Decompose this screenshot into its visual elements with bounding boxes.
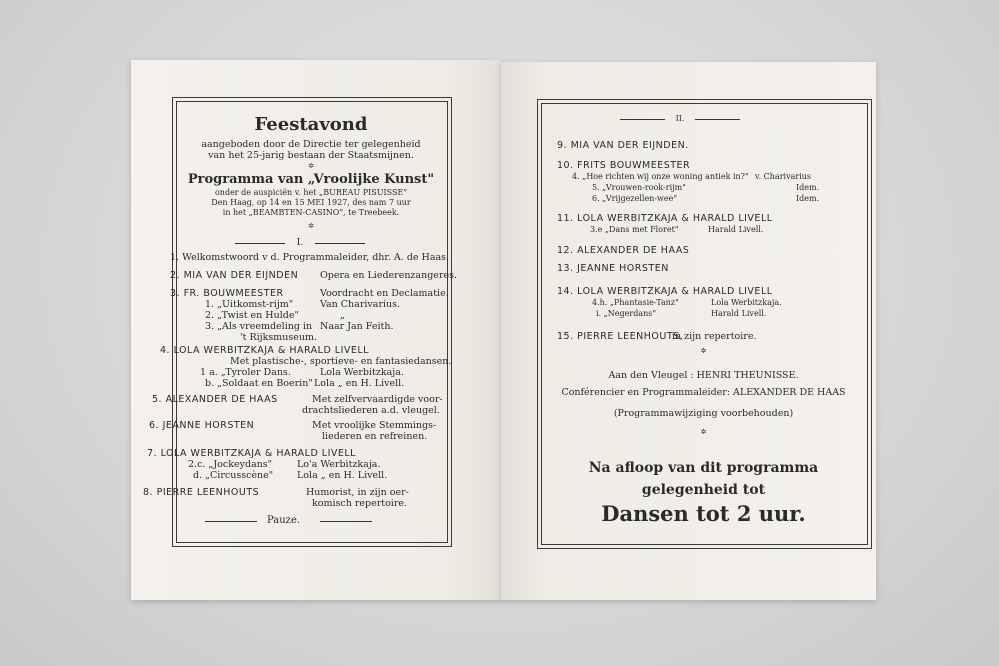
ornament-icon: ✲ — [308, 162, 314, 170]
list-item: drachtsliederen a.d. vleugel. — [302, 405, 440, 416]
list-item: 3. „Als vreemdeling in — [205, 321, 313, 332]
list-item: 1 a. „Tyroler Dans. — [200, 367, 291, 378]
program-change-note: (Programmawijziging voorbehouden) — [613, 408, 794, 419]
conferencier-line: Conférencier en Programmaleider: ALEXANDER DE HAAS — [561, 387, 846, 398]
afterword-line-2: gelegenheid tot — [641, 482, 766, 498]
list-item-desc: Harald Livell. — [711, 309, 767, 318]
list-item: d. „Circusscène" — [193, 470, 274, 481]
divider — [695, 119, 740, 120]
list-item: b. „Soldaat en Boerin" — [205, 378, 313, 389]
list-item: 1. „Uitkomst-rijm" — [205, 299, 294, 310]
list-item: 2. „Twist en Hulde" — [205, 310, 299, 321]
section-label: II. — [675, 114, 685, 123]
list-item: 12. ALEXANDER DE HAAS — [557, 245, 690, 256]
ornament-icon: ✲ — [308, 222, 314, 230]
programma-title: Programma van „Vroolijke Kunst" — [187, 172, 435, 187]
list-item: 5. ALEXANDER DE HAAS — [152, 394, 278, 405]
list-item: 2. MIA VAN DER EIJNDEN — [170, 270, 299, 281]
list-item: Met plastische-, sportieve- en fantasiedansen. — [230, 356, 452, 367]
list-item-desc: Voordracht en Declamatie. — [320, 288, 449, 299]
vleugel-line: Aan den Vleugel : HENRI THEUNISSE. — [608, 370, 799, 381]
list-item: 4. LOLA WERBITZKAJA & HARALD LIVELL — [160, 345, 369, 356]
auspices-line-2: Den Haag, op 14 en 15 MEI 1927, des nam 7 uur — [211, 198, 411, 207]
list-item: 4.h. „Phantasie-Tanz" — [592, 298, 679, 307]
list-item-desc: Lo'a Werbitzkaja. — [297, 459, 381, 470]
list-item-desc: Van Charivarius. — [320, 299, 401, 310]
list-item: 15. PIERRE LEENHOUTS, — [557, 331, 684, 342]
list-item: 3.e „Dans met Floret" — [590, 225, 679, 234]
divider — [235, 243, 285, 244]
divider — [320, 521, 372, 522]
list-item: liederen en refreinen. — [322, 431, 428, 442]
list-item: i. „Negerdans" — [596, 309, 657, 318]
list-item: 13. JEANNE HORSTEN — [557, 263, 669, 274]
list-item-desc: Lola Werbitzkaja. — [711, 298, 782, 307]
list-item-desc: „ — [340, 310, 345, 321]
list-item-desc: Lola Werbitzkaja. — [320, 367, 404, 378]
subtitle-line-1: aangeboden door de Directie ter gelegenheid — [201, 139, 421, 150]
list-item-desc: Opera en Liederenzangeres. — [320, 270, 457, 281]
divider — [315, 243, 365, 244]
pauze-label: Pauze. — [267, 515, 301, 526]
list-item-desc: Idem. — [796, 183, 820, 192]
list-item: 2.c. „Jockeydans" — [188, 459, 273, 470]
section-label: I. — [296, 237, 304, 248]
auspices-line-1: onder de auspiciën v. het „BUREAU PISUISSE" — [214, 188, 408, 197]
ornament-icon: ✲ — [700, 428, 707, 436]
divider — [620, 119, 665, 120]
list-item: 14. LOLA WERBITZKAJA & HARALD LIVELL — [557, 286, 773, 297]
list-item-desc: in zijn repertoire. — [672, 331, 757, 342]
list-item-desc: Idem. — [796, 194, 820, 203]
subtitle-line-2: van het 25-jarig bestaan der Staatsmijnen. — [208, 150, 414, 161]
list-item: 11. LOLA WERBITZKAJA & HARALD LIVELL — [557, 213, 773, 224]
divider — [205, 521, 257, 522]
list-item-desc: Humorist, in zijn oer- — [306, 487, 409, 498]
afterword-line-1: Na afloop van dit programma — [588, 460, 819, 476]
list-item-desc: Met zelfvervaardigde voor- — [312, 394, 443, 405]
list-item: 1. Welkomstwoord v d. Programmaleider, dhr. A. de Haas. — [170, 252, 450, 263]
list-item-desc: Lola „ en H. Livell. — [314, 378, 405, 389]
list-item-desc: Lola „ en H. Livell. — [297, 470, 388, 481]
dansen-headline: Dansen tot 2 uur. — [601, 501, 806, 526]
list-item: 5. „Vrouwen-rook-rijm" — [592, 183, 686, 192]
auspices-line-3: in het „BEAMBTEN-CASINO", te Treebeek. — [222, 208, 400, 217]
list-item-desc: Harald Livell. — [708, 225, 764, 234]
list-item: 4. „Hoe richten wij onze woning antiek in?" — [572, 172, 749, 181]
list-item-desc: Met vroolijke Stemmings- — [312, 420, 437, 431]
list-item-desc: Naar Jan Feith. — [320, 321, 394, 332]
list-item: 10. FRITS BOUWMEESTER — [557, 160, 691, 171]
list-item: komisch repertoire. — [312, 498, 408, 509]
list-item: 6. „Vrijgezellen-wee" — [592, 194, 678, 203]
list-item: 6. JEANNE HORSTEN — [149, 420, 255, 431]
ornament-icon: ✲ — [700, 347, 707, 355]
list-item: 9. MIA VAN DER EIJNDEN. — [557, 140, 689, 151]
list-item: 3. FR. BOUWMEESTER — [170, 288, 284, 299]
list-item-desc: v. Charivarius — [755, 172, 812, 181]
title: Feestavond — [254, 114, 368, 135]
list-item: 't Rijksmuseum. — [240, 332, 317, 343]
list-item: 8. PIERRE LEENHOUTS — [143, 487, 260, 498]
list-item: 7. LOLA WERBITZKAJA & HARALD LIVELL — [147, 448, 356, 459]
